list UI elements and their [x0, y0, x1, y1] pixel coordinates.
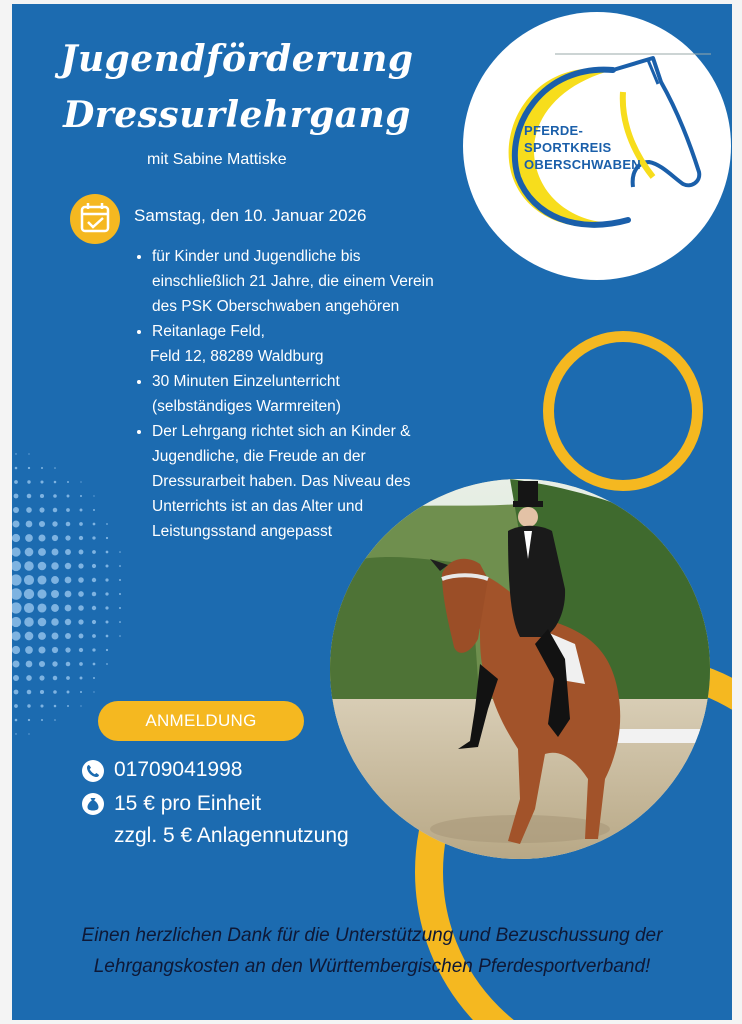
list-item-line: • für Kinder und Jugendliche bis: [152, 248, 361, 265]
list-item-line: einschließlich 21 Jahre, die einem Verein: [152, 273, 434, 290]
list-item-line: Feld 12, 88289 Waldburg: [150, 348, 324, 365]
logo-line-2: SPORTKREIS: [524, 140, 612, 155]
registration-button[interactable]: ANMELDUNG: [98, 701, 304, 741]
logo-line-3: OBERSCHWABEN: [524, 157, 641, 172]
list-item-line: • Reitanlage Feld,: [152, 323, 265, 340]
thanks-note: [42, 920, 702, 982]
subtitle: mit Sabine Mattiske: [147, 151, 287, 168]
event-date: Samstag, den 10. Januar 2026: [134, 206, 367, 225]
list-item-line: des PSK Oberschwaben angehören: [152, 298, 400, 315]
list-item-line: Unterrichts ist an das Alter und: [152, 498, 364, 515]
list-item-line: (selbständiges Warmreiten): [152, 398, 341, 415]
thanks-line-1: Einen herzlichen Dank für die Unterstützung und Bezuschussung der: [81, 925, 663, 946]
calendar-check-icon: [70, 194, 120, 244]
list-item: [152, 244, 487, 319]
price-per-session: 15 € pro Einheit: [114, 792, 262, 815]
title-line-2: Dressurlehrgang: [63, 94, 411, 136]
thanks-line-2: Lehrgangskosten an den Württembergischen Pferdesportverband!: [93, 956, 651, 977]
phone-number[interactable]: 01709041998: [114, 758, 243, 781]
list-item-line: Jugendliche, die Freude an der: [152, 448, 366, 465]
list-item-line: Leistungsstand angepasst: [152, 523, 333, 540]
rider-photo: [330, 479, 710, 859]
flyer: [12, 4, 732, 1020]
list-item: [152, 369, 487, 419]
phone-icon: [82, 760, 104, 782]
decorative-ring-small: [543, 331, 703, 491]
title-line-1: Jugendförderung: [60, 38, 414, 80]
money-bag-icon: [82, 793, 104, 815]
logo-wordmark: [524, 122, 641, 173]
list-item-line: Dressurarbeit haben. Das Niveau des: [152, 473, 411, 490]
price-extra-fee: zzgl. 5 € Anlagennutzung: [114, 824, 349, 847]
list-item-line: • Der Lehrgang richtet sich an Kinder &: [152, 423, 411, 440]
logo-line-1: PFERDE-: [524, 123, 584, 138]
list-item: [152, 319, 487, 369]
list-item-line: • 30 Minuten Einzelunterricht: [152, 373, 340, 390]
